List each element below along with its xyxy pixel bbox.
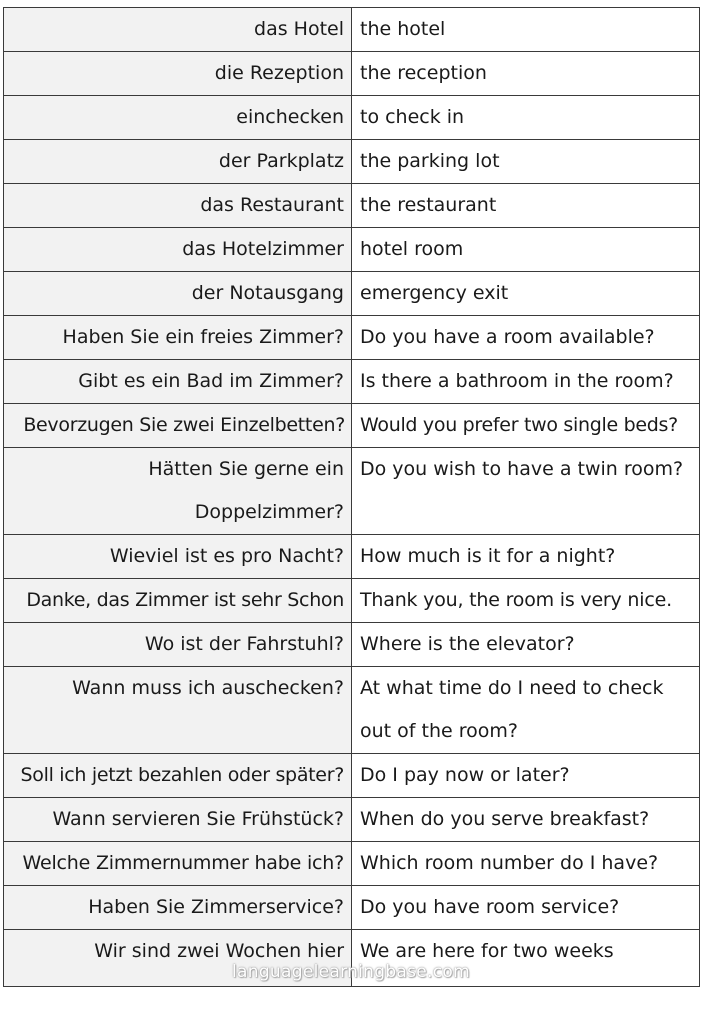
table-row <box>4 228 700 272</box>
watermark-text: languagelearningbase.com <box>232 962 470 982</box>
table-row <box>4 184 700 228</box>
german-cell: Danke, das Zimmer ist sehr Schon <box>4 579 352 623</box>
english-cell: Do I pay now or later? <box>352 754 700 798</box>
german-cell: Haben Sie ein freies Zimmer? <box>4 316 352 360</box>
english-cell: Do you have room service? <box>352 886 700 930</box>
german-cell: Haben Sie Zimmerservice? <box>4 886 352 930</box>
table-row <box>4 448 700 535</box>
english-cell: When do you serve breakfast? <box>352 798 700 842</box>
german-cell: Soll ich jetzt bezahlen oder später? <box>4 754 352 798</box>
english-cell: the reception <box>352 52 700 96</box>
table-row <box>4 52 700 96</box>
table-row <box>4 272 700 316</box>
german-cell: Wo ist der Fahrstuhl? <box>4 623 352 667</box>
english-cell: At what time do I need to check out of the room? <box>352 667 700 754</box>
table-row <box>4 404 700 448</box>
table-row <box>4 754 700 798</box>
german-cell: das Hotel <box>4 8 352 52</box>
table-row <box>4 579 700 623</box>
english-cell: the restaurant <box>352 184 700 228</box>
english-cell: How much is it for a night? <box>352 535 700 579</box>
table-row <box>4 623 700 667</box>
table-row <box>4 535 700 579</box>
german-cell: Gibt es ein Bad im Zimmer? <box>4 360 352 404</box>
german-cell: der Notausgang <box>4 272 352 316</box>
table-row <box>4 667 700 754</box>
english-cell: Where is the elevator? <box>352 623 700 667</box>
german-cell: Hätten Sie gerne ein Doppelzimmer? <box>4 448 352 535</box>
table-row <box>4 798 700 842</box>
table-row <box>4 140 700 184</box>
vocabulary-table <box>3 7 700 987</box>
english-cell: Do you wish to have a twin room? <box>352 448 700 535</box>
german-cell: das Hotelzimmer <box>4 228 352 272</box>
german-cell: der Parkplatz <box>4 140 352 184</box>
english-cell: Would you prefer two single beds? <box>352 404 700 448</box>
english-cell: Do you have a room available? <box>352 316 700 360</box>
table-row <box>4 360 700 404</box>
german-cell: die Rezeption <box>4 52 352 96</box>
english-cell: Is there a bathroom in the room? <box>352 360 700 404</box>
german-cell: Wir sind zwei Wochen hier <box>4 930 352 987</box>
english-cell: the hotel <box>352 8 700 52</box>
german-cell: Wieviel ist es pro Nacht? <box>4 535 352 579</box>
english-cell: Which room number do I have? <box>352 842 700 886</box>
english-cell: to check in <box>352 96 700 140</box>
german-cell: Welche Zimmernummer habe ich? <box>4 842 352 886</box>
table-row <box>4 8 700 52</box>
german-cell: einchecken <box>4 96 352 140</box>
german-cell: das Restaurant <box>4 184 352 228</box>
table-row <box>4 316 700 360</box>
table-row <box>4 886 700 930</box>
english-cell: Thank you, the room is very nice. <box>352 579 700 623</box>
english-cell: hotel room <box>352 228 700 272</box>
english-cell: emergency exit <box>352 272 700 316</box>
german-cell: Bevorzugen Sie zwei Einzelbetten? <box>4 404 352 448</box>
table-row <box>4 842 700 886</box>
english-cell: the parking lot <box>352 140 700 184</box>
table-row <box>4 96 700 140</box>
english-cell: We are here for two weeks <box>352 930 700 987</box>
german-cell: Wann servieren Sie Frühstück? <box>4 798 352 842</box>
german-cell: Wann muss ich auschecken? <box>4 667 352 754</box>
